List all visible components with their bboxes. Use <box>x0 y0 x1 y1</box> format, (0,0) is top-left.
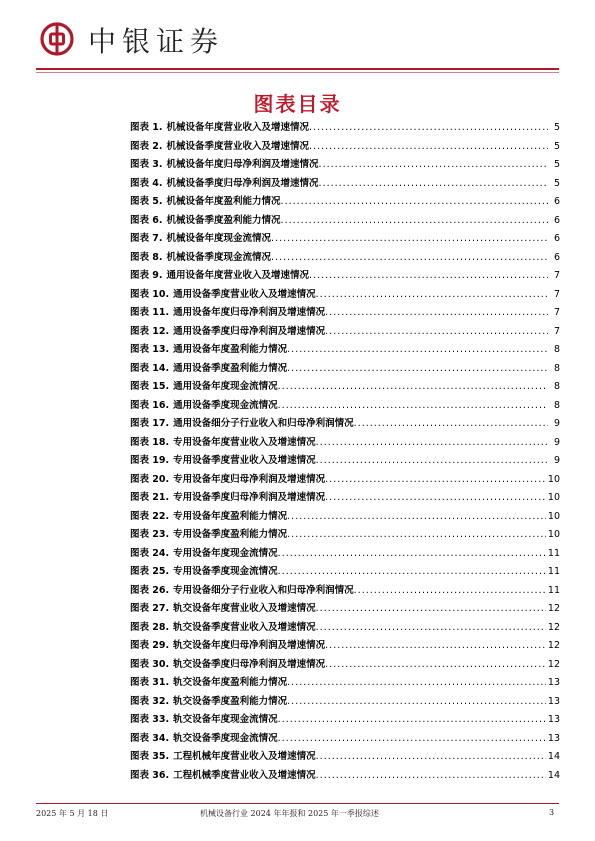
toc-entry-page: 10 <box>547 473 560 485</box>
toc-entry-label: 图表 12. <box>130 325 170 337</box>
toc-entry-text: 通用设备年度营业收入及增速情况 <box>166 270 310 281</box>
toc-entry[interactable] <box>130 230 560 249</box>
toc-entry-page: 10 <box>547 510 560 522</box>
header-divider-thin <box>36 72 559 73</box>
toc-leader-dots <box>281 215 548 226</box>
toc-entry-text: 专用设备细分子行业收入和归母净利润情况 <box>173 584 354 596</box>
toc-entry-label: 图表 20. <box>130 473 170 485</box>
toc-entry-page: 10 <box>547 529 560 540</box>
toc-leader-dots <box>325 659 546 670</box>
toc-entry[interactable] <box>130 637 560 656</box>
brand-name: 中银证券 <box>88 25 225 58</box>
toc-entry-label: 图表 8. <box>130 251 163 263</box>
toc-leader-dots <box>316 603 546 614</box>
toc-leader-dots <box>309 122 548 133</box>
footer-report-title: 机械设备行业 2024 年年报和 2025 年一季报综述 <box>200 809 379 818</box>
toc-leader-dots <box>287 511 546 522</box>
toc-entry-page: 10 <box>547 492 560 503</box>
toc-entry-page: 12 <box>547 603 560 614</box>
toc-entry-page: 11 <box>547 566 560 577</box>
header-divider <box>36 68 559 70</box>
toc-leader-dots <box>325 640 546 651</box>
toc-entry-text: 轨交设备季度营业收入及增速情况 <box>173 621 316 633</box>
toc-entry-page: 11 <box>547 547 560 559</box>
toc-entry[interactable] <box>130 471 560 490</box>
toc-entry[interactable] <box>130 563 560 582</box>
toc-entry-text: 专用设备年度现金流情况 <box>173 547 278 559</box>
toc-leader-dots <box>309 141 548 152</box>
toc-entry-label: 图表 27. <box>130 603 170 614</box>
toc-entry[interactable] <box>130 397 560 416</box>
toc-leader-dots <box>316 289 548 300</box>
toc-entry-text: 轨交设备季度归母净利润及增速情况 <box>173 658 326 670</box>
toc-entry-text: 通用设备年度盈利能力情况 <box>173 344 288 355</box>
toc-entry-label: 图表 29. <box>130 640 170 651</box>
toc-entry[interactable] <box>130 730 560 749</box>
toc-entry-page: 7 <box>553 288 560 300</box>
toc-entry-label: 图表 35. <box>130 751 170 762</box>
toc-entry-page: 12 <box>547 640 560 651</box>
toc-entry-label: 图表 33. <box>130 714 170 725</box>
toc-entry[interactable] <box>130 748 560 767</box>
toc-leader-dots <box>354 418 548 429</box>
toc-entry[interactable] <box>130 600 560 619</box>
toc-entry-label: 图表 7. <box>130 233 163 244</box>
toc-entry-page: 6 <box>553 196 560 207</box>
toc-list <box>130 119 560 785</box>
page-title: 图表目录 <box>253 92 342 116</box>
toc-entry[interactable] <box>130 452 560 471</box>
toc-entry[interactable] <box>130 582 560 601</box>
toc-leader-dots <box>278 566 546 577</box>
toc-entry-label: 图表 25. <box>130 566 170 577</box>
toc-entry-label: 图表 36. <box>130 769 170 781</box>
page-header <box>36 18 559 64</box>
toc-entry-label: 图表 31. <box>130 677 170 688</box>
toc-entry[interactable] <box>130 378 560 397</box>
toc-entry-label: 图表 26. <box>130 584 170 596</box>
toc-entry-label: 图表 18. <box>130 436 170 448</box>
toc-entry-label: 图表 15. <box>130 381 170 392</box>
toc-entry-text: 专用设备季度现金流情况 <box>173 566 278 577</box>
toc-entry[interactable] <box>130 156 560 175</box>
toc-entry[interactable] <box>130 212 560 231</box>
footer-divider <box>36 803 559 804</box>
toc-entry-label: 图表 1. <box>130 122 163 133</box>
toc-entry-label: 图表 11. <box>130 307 170 318</box>
toc-entry-page: 8 <box>553 399 560 411</box>
toc-entry-page: 9 <box>553 455 560 466</box>
toc-entry-label: 图表 24. <box>130 547 170 559</box>
toc-entry-text: 工程机械年度营业收入及增速情况 <box>173 751 316 762</box>
toc-entry-label: 图表 10. <box>130 288 170 300</box>
toc-leader-dots <box>316 751 546 762</box>
toc-entry[interactable] <box>130 619 560 638</box>
toc-leader-dots <box>278 381 548 392</box>
toc-leader-dots <box>354 585 546 596</box>
toc-entry-label: 图表 6. <box>130 214 163 226</box>
toc-entry-label: 图表 16. <box>130 399 170 411</box>
toc-entry-page: 5 <box>553 159 560 170</box>
toc-entry-page: 13 <box>547 695 560 707</box>
toc-entry-text: 通用设备季度归母净利润及增速情况 <box>173 325 326 337</box>
toc-leader-dots <box>281 196 548 207</box>
toc-entry-text: 机械设备季度营业收入及增速情况 <box>166 140 310 152</box>
toc-entry[interactable] <box>130 693 560 712</box>
toc-entry-page: 13 <box>547 677 560 688</box>
toc-entry-text: 通用设备细分子行业收入和归母净利润情况 <box>173 418 354 429</box>
toc-leader-dots <box>278 400 548 411</box>
toc-entry-label: 图表 14. <box>130 362 170 374</box>
toc-entry-text: 通用设备年度现金流情况 <box>173 381 278 392</box>
toc-entry-text: 通用设备季度盈利能力情况 <box>173 362 288 374</box>
toc-entry-text: 轨交设备季度盈利能力情况 <box>173 695 288 707</box>
toc-entry[interactable] <box>130 323 560 342</box>
toc-entry[interactable] <box>130 360 560 379</box>
footer-page-number: 3 <box>549 808 555 817</box>
toc-entry-text: 轨交设备年度营业收入及增速情况 <box>173 603 316 614</box>
toc-entry-label: 图表 9. <box>130 270 163 281</box>
toc-leader-dots <box>278 548 546 559</box>
toc-entry[interactable] <box>130 489 560 508</box>
boc-coin-icon <box>40 22 74 56</box>
toc-entry-text: 机械设备年度归母净利润及增速情况 <box>166 159 319 170</box>
toc-leader-dots <box>278 733 546 744</box>
toc-entry-page: 5 <box>553 122 560 133</box>
toc-entry-page: 13 <box>547 714 560 725</box>
toc-entry-label: 图表 5. <box>130 196 163 207</box>
toc-entry-label: 图表 34. <box>130 732 170 744</box>
toc-entry-page: 14 <box>547 751 560 762</box>
toc-entry-text: 专用设备年度营业收入及增速情况 <box>173 436 316 448</box>
footer-date: 2025 年 5 月 18 日 <box>36 809 109 818</box>
toc-entry-text: 机械设备季度归母净利润及增速情况 <box>166 177 319 189</box>
toc-leader-dots <box>316 455 548 466</box>
toc-entry[interactable] <box>130 434 560 453</box>
toc-entry-text: 专用设备季度营业收入及增速情况 <box>173 455 316 466</box>
toc-entry-page: 6 <box>553 214 560 226</box>
toc-entry-page: 9 <box>553 436 560 448</box>
toc-entry[interactable] <box>130 286 560 305</box>
toc-entry[interactable] <box>130 656 560 675</box>
toc-entry[interactable] <box>130 138 560 157</box>
toc-entry-text: 机械设备年度盈利能力情况 <box>166 196 281 207</box>
toc-leader-dots <box>271 252 548 263</box>
toc-entry[interactable] <box>130 193 560 212</box>
toc-entry[interactable] <box>130 545 560 564</box>
toc-entry-page: 6 <box>553 233 560 244</box>
toc-entry-text: 专用设备年度归母净利润及增速情况 <box>173 473 326 485</box>
toc-entry-text: 专用设备季度归母净利润及增速情况 <box>173 492 326 503</box>
toc-entry[interactable] <box>130 341 560 360</box>
toc-entry[interactable] <box>130 175 560 194</box>
toc-entry[interactable] <box>130 767 560 786</box>
toc-entry[interactable] <box>130 304 560 323</box>
toc-entry-page: 11 <box>547 584 560 596</box>
toc-entry-text: 通用设备季度现金流情况 <box>173 399 278 411</box>
toc-entry-text: 工程机械季度营业收入及增速情况 <box>173 769 316 781</box>
toc-entry-text: 通用设备季度营业收入及增速情况 <box>173 288 316 300</box>
toc-entry-label: 图表 19. <box>130 455 170 466</box>
toc-entry-label: 图表 30. <box>130 658 170 670</box>
toc-entry[interactable] <box>130 249 560 268</box>
toc-entry-page: 12 <box>547 658 560 670</box>
toc-entry-text: 通用设备年度归母净利润及增速情况 <box>173 307 326 318</box>
toc-entry-text: 轨交设备季度现金流情况 <box>173 732 278 744</box>
toc-entry-text: 轨交设备年度盈利能力情况 <box>173 677 288 688</box>
toc-entry-label: 图表 4. <box>130 177 163 189</box>
toc-entry-page: 7 <box>553 270 560 281</box>
toc-leader-dots <box>278 714 546 725</box>
toc-entry-page: 12 <box>547 621 560 633</box>
toc-leader-dots <box>309 270 548 281</box>
toc-entry-page: 7 <box>553 325 560 337</box>
toc-entry-page: 8 <box>553 381 560 392</box>
toc-entry[interactable] <box>130 508 560 527</box>
toc-entry-text: 专用设备季度盈利能力情况 <box>173 529 288 540</box>
toc-entry-text: 轨交设备年度现金流情况 <box>173 714 278 725</box>
toc-entry-page: 8 <box>553 344 560 355</box>
toc-entry-label: 图表 13. <box>130 344 170 355</box>
toc-entry-text: 机械设备季度现金流情况 <box>166 251 272 263</box>
toc-entry-label: 图表 22. <box>130 510 170 522</box>
toc-entry-page: 5 <box>553 140 560 152</box>
toc-leader-dots <box>287 344 548 355</box>
toc-leader-dots <box>325 326 548 337</box>
toc-leader-dots <box>319 178 548 189</box>
toc-entry[interactable] <box>130 674 560 693</box>
toc-entry-page: 5 <box>553 177 560 189</box>
toc-leader-dots <box>325 492 546 503</box>
toc-entry-page: 8 <box>553 362 560 374</box>
toc-entry[interactable] <box>130 267 560 286</box>
toc-leader-dots <box>319 159 548 170</box>
toc-entry-page: 6 <box>553 251 560 263</box>
toc-entry[interactable] <box>130 415 560 434</box>
toc-leader-dots <box>287 363 548 374</box>
toc-leader-dots <box>325 474 546 485</box>
toc-leader-dots <box>325 307 548 318</box>
toc-leader-dots <box>271 233 548 244</box>
toc-entry-label: 图表 2. <box>130 140 163 152</box>
toc-entry[interactable] <box>130 526 560 545</box>
toc-entry-page: 7 <box>553 307 560 318</box>
toc-entry-text: 轨交设备年度归母净利润及增速情况 <box>173 640 326 651</box>
toc-entry[interactable] <box>130 119 560 138</box>
toc-leader-dots <box>287 696 546 707</box>
toc-entry-page: 9 <box>553 418 560 429</box>
toc-entry-label: 图表 32. <box>130 695 170 707</box>
toc-entry-text: 机械设备年度现金流情况 <box>166 233 272 244</box>
toc-entry-label: 图表 17. <box>130 418 170 429</box>
toc-entry-text: 机械设备年度营业收入及增速情况 <box>166 122 310 133</box>
toc-leader-dots <box>316 437 548 448</box>
toc-entry-label: 图表 28. <box>130 621 170 633</box>
toc-leader-dots <box>316 770 546 781</box>
toc-entry-page: 13 <box>547 732 560 744</box>
toc-leader-dots <box>287 677 546 688</box>
toc-entry-label: 图表 21. <box>130 492 170 503</box>
toc-entry-page: 14 <box>547 769 560 781</box>
toc-entry-label: 图表 3. <box>130 159 163 170</box>
toc-entry-text: 机械设备季度盈利能力情况 <box>166 214 281 226</box>
toc-entry-label: 图表 23. <box>130 529 170 540</box>
toc-leader-dots <box>287 529 546 540</box>
toc-entry-text: 专用设备年度盈利能力情况 <box>173 510 288 522</box>
toc-entry[interactable] <box>130 711 560 730</box>
toc-leader-dots <box>316 622 546 633</box>
